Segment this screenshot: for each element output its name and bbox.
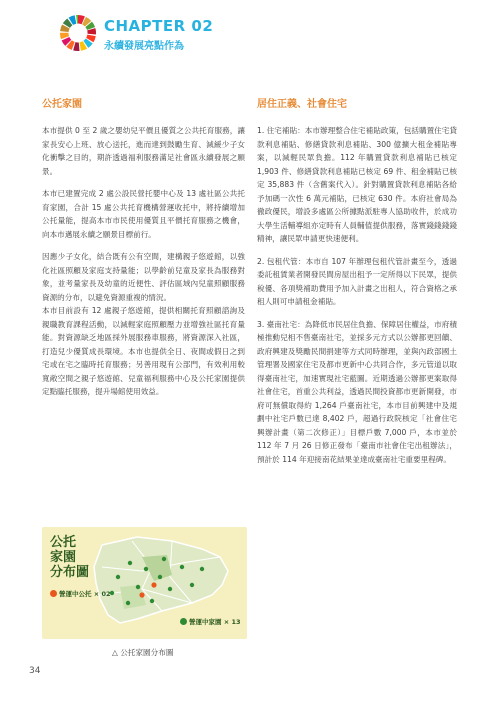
map-marker	[151, 582, 156, 587]
section-title-childcare: 公托家園	[42, 99, 82, 110]
paragraph: 本市已建置完成 2 處公設民營托嬰中心及 13 處社區公共托育家園，合計 15 處公共托育機構營運收托中，將持續增加公托量能，提高本市市民使用優質且平價托育服務之機會，向本市邁展永續之願景目標前行。	[42, 189, 245, 239]
right-column	[257, 99, 457, 475]
chapter-label: CHAPTER 02	[104, 17, 214, 35]
map-title: 公托 家園 分布圖	[50, 535, 90, 580]
paragraph: 因應少子女化，結合既有公有空間，建構親子悠遊館，以強化社區照顧及家庭支持量能；以學齡前兒童及家長為服務對象，並考量家長及幼童的近便性、評估區域內兒童照顧服務資源的分布，以避免資源重複的情況。	[42, 252, 245, 302]
green-dot-icon	[180, 618, 187, 625]
paragraph: 2. 包租代管：本市自 107 年辦理包租代管計畫至今，透過委託租賃業者開發民間房屋出租予一定所得以下民眾，提供稅優、各項獎補助費用予加入計畫之出租人，符合資格之承租人則可申請租金補貼。	[257, 256, 457, 306]
sdg-wheel-logo	[59, 14, 97, 52]
map-marker	[150, 599, 154, 603]
left-column	[42, 99, 245, 408]
map-marker	[158, 575, 162, 579]
map-marker	[136, 585, 140, 589]
map-marker	[116, 575, 120, 579]
map-marker	[139, 592, 144, 597]
map-marker	[128, 561, 132, 565]
map-legend-community-home: 營運中家園 × 13	[180, 617, 241, 626]
paragraph: 3. 臺南社宅：為降低市民居住負擔、保障居住權益，市府積極推動兒相不售臺南社宅，並採多元方式以公辦都更回饋、政府興建及獎勵民間捐建等方式同時辦理，並與內政部國土管理署及國家住宅及都市更新中心共同合作，多元管道以取得臺南社宅，加速實現社宅藍圖。近期透過公辦都更案取得社會住宅，首重公共利益，透過民間投資都市更新開發，市府可無償取得約 1,264 戶臺南社宅，本市目前興建中及規劃中社宅戶數已達 8,402 戶，超過行政院核定「社會住宅興辦計畫（第二次修正）」目標戶數 7,000 戶，本市並於 112 年 7 月 26 日修正發布「臺南市社會住宅出租辦法」，預計於 114 年迎接南花結果並達成臺南社宅重要里程碑。	[257, 319, 457, 464]
map-marker	[200, 567, 204, 571]
map-marker	[190, 583, 194, 587]
map-legend-childcare-center: 營運中公托 × 02	[50, 589, 111, 598]
childcare-distribution-map	[42, 527, 247, 639]
paragraph: 1. 住宅補貼：本市辦理整合住宅補貼政策，包括購置住宅貸款利息補貼、修繕貸款利息補貼、300 億擴大租金補貼專案，以減輕民眾負擔。112 年購置貸款利息補貼已核定 1,903 件、修繕貸款利息補貼已核定 69 件、租金補貼已核定 35,883 件（含舊案代入）。針對購置貸款利息補貼各給予加碼一次性 6 萬元補貼，已核定 630 件。本府社會局為徹政優民，增設多處區公所據點派駐專人協助收件，於成功大學生活輔導組亦定時有人員輔值提供服務，落實錢錢錢錢精神，讓民眾申請更快速便利。	[257, 126, 457, 243]
paragraph: 本市提供 0 至 2 歲之嬰幼兒平價且優質之公共托育服務，讓家長安心上班、放心送托，進而達到鼓勵生育、減緩少子女化衝擊之目的，期許透過福利服務滿足社會區永續發展之願景。	[42, 126, 245, 176]
orange-dot-icon	[50, 590, 57, 597]
chapter-subtitle: 永續發展亮點作為	[104, 41, 184, 52]
map-marker	[126, 601, 130, 605]
map-marker	[180, 565, 184, 569]
section-title-housing: 居住正義、社會住宅	[257, 99, 347, 110]
page-number: 34	[29, 666, 41, 676]
map-marker	[144, 567, 148, 571]
map-caption: △ 公托家園分布圖	[112, 648, 174, 657]
map-marker	[162, 557, 166, 561]
paragraph: 本市目前設有 12 處親子悠遊館，提供相關托育照顧諮詢及親職教育課程活動，以減輕家庭照顧壓力並增強社區托育量能。對資源缺乏地區採外展服務車服務，將資源深入社區，打造兒少優質成長環境。本市也提供全日、夜間或假日之到宅或在宅之臨時托育服務；另善用現有公部門，有效利用較寬敞空間之親子悠遊館、兒童福利服務中心及公托家園提供定點臨托服務，提升場館使用效益。	[42, 306, 245, 396]
map-marker	[168, 587, 172, 591]
